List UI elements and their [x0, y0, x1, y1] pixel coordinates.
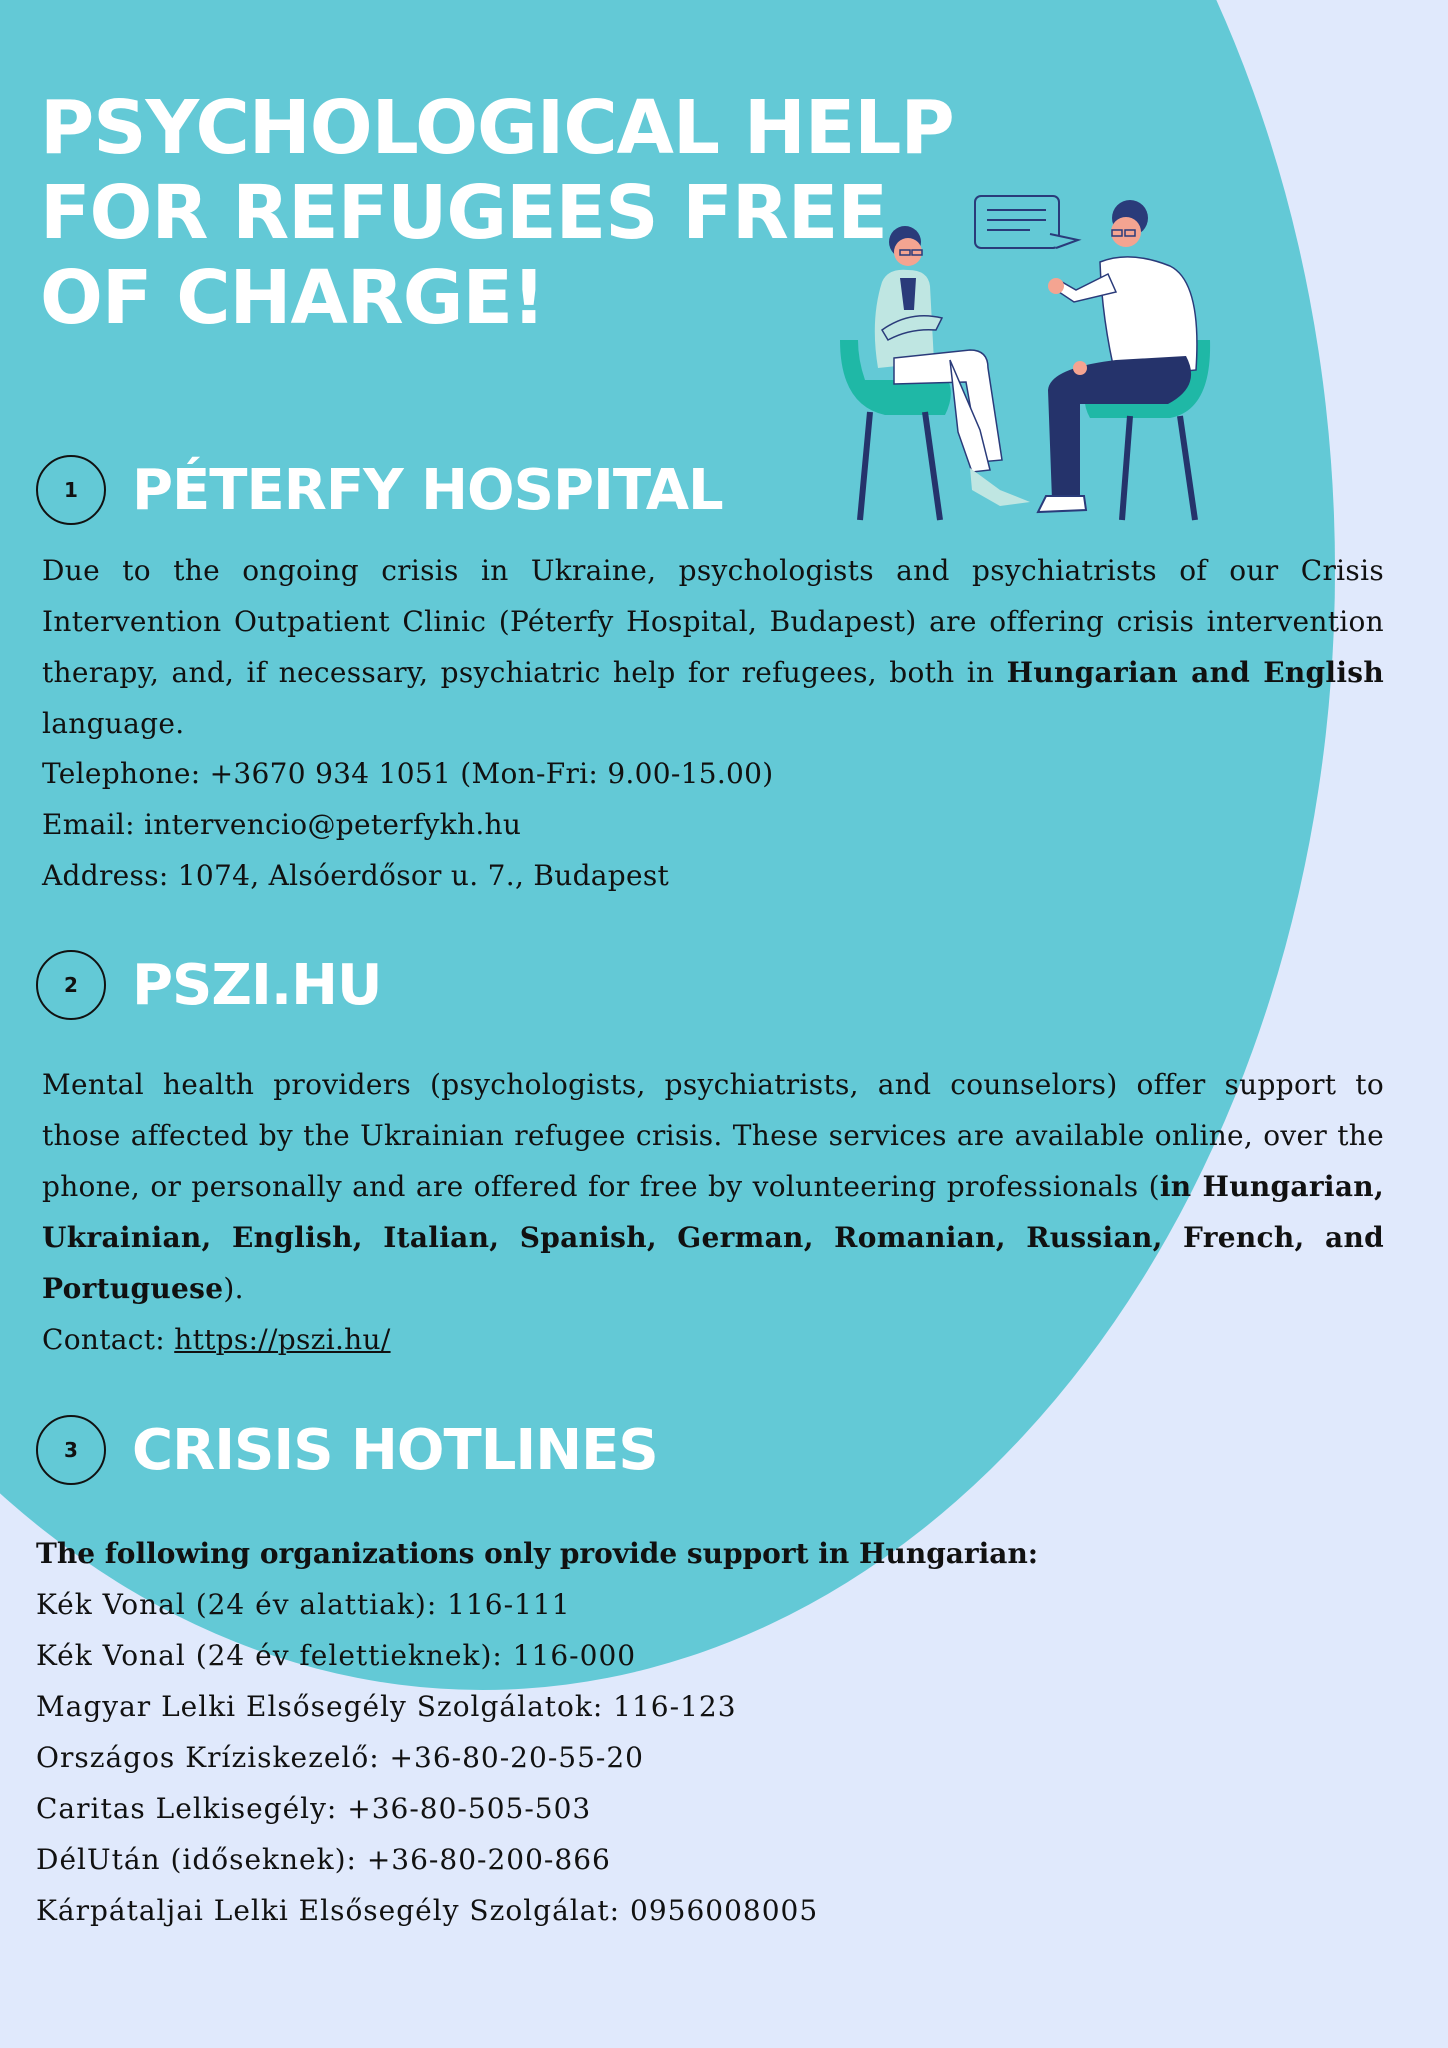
section-peterfy-header [36, 450, 723, 530]
section-number-badge: 3 [36, 1415, 106, 1485]
peterfy-description [42, 545, 1384, 749]
therapy-conversation-illustration [830, 190, 1220, 530]
hotline-item: Magyar Lelki Elsősegély Szolgálatok: 116-123 [36, 1690, 737, 1723]
contact-label: Contact: [42, 1323, 175, 1356]
section-title: PSZI.HU [132, 952, 382, 1018]
section-pszi-header [36, 945, 381, 1025]
pszi-description [42, 1059, 1384, 1314]
pszi-body-text: Mental health providers (psychologists, psychiatrists, and counselors) offer support to those affected by the Ukrainian refugee crisis. These services are available online, over the phone, or personally and are offered for free by volunteering professionals ( [42, 1068, 1384, 1203]
hotline-item: DélUtán (időseknek): +36-80-200-866 [36, 1843, 611, 1876]
peterfy-body-text: Due to the ongoing crisis in Ukraine, psychologists and psychiatrists of our Crisis Intervention Outpatient Clinic (Péterfy Hospital, Budapest) are offering crisis intervention therapy, and, if necessary, psychiatric help for refugees, both in [42, 554, 1384, 689]
peterfy-telephone[interactable]: Telephone: +3670 934 1051 (Mon-Fri: 9.00-15.00) [42, 757, 774, 790]
peterfy-body-end: language. [42, 707, 185, 740]
page-title [40, 85, 954, 341]
hotline-item: Kék Vonal (24 év felettieknek): 116-000 [36, 1639, 637, 1672]
peterfy-address: Address: 1074, Alsóerdősor u. 7., Budapest [42, 859, 670, 892]
hotline-item: Kárpátaljai Lelki Elsősegély Szolgálat: 0956008005 [36, 1894, 819, 1927]
psychologist-figure [875, 226, 1030, 506]
hotline-item: Országos Kríziskezelő: +36-80-20-55-20 [36, 1741, 644, 1774]
section-title: CRISIS HOTLINES [132, 1417, 658, 1483]
section-hotlines-header [36, 1410, 658, 1490]
hotlines-intro: The following organizations only provide support in Hungarian: [36, 1537, 1039, 1570]
pszi-link[interactable]: https://pszi.hu/ [174, 1323, 391, 1356]
title-line-3: OF CHARGE! [40, 255, 545, 341]
title-line-1: PSYCHOLOGICAL HELP [40, 85, 954, 171]
section-title: PÉTERFY HOSPITAL [132, 457, 723, 523]
peterfy-email[interactable]: Email: intervencio@peterfykh.hu [42, 808, 522, 841]
pszi-contact [42, 1314, 391, 1365]
pszi-languages: in Hungarian, Ukrainian, English, Italian, Spanish, German, Romanian, Russian, French, and Portuguese [42, 1170, 1384, 1305]
title-line-2: FOR REFUGEES FREE [40, 170, 887, 256]
section-number-badge: 2 [36, 950, 106, 1020]
peterfy-languages: Hungarian and English [1006, 656, 1385, 689]
section-number-badge: 1 [36, 455, 106, 525]
hotline-item: Kék Vonal (24 év alattiak): 116-111 [36, 1588, 571, 1621]
pszi-body-end: ). [223, 1272, 244, 1305]
hotline-item: Caritas Lelkisegély: +36-80-505-503 [36, 1792, 592, 1825]
speech-bubble-icon [975, 196, 1078, 248]
